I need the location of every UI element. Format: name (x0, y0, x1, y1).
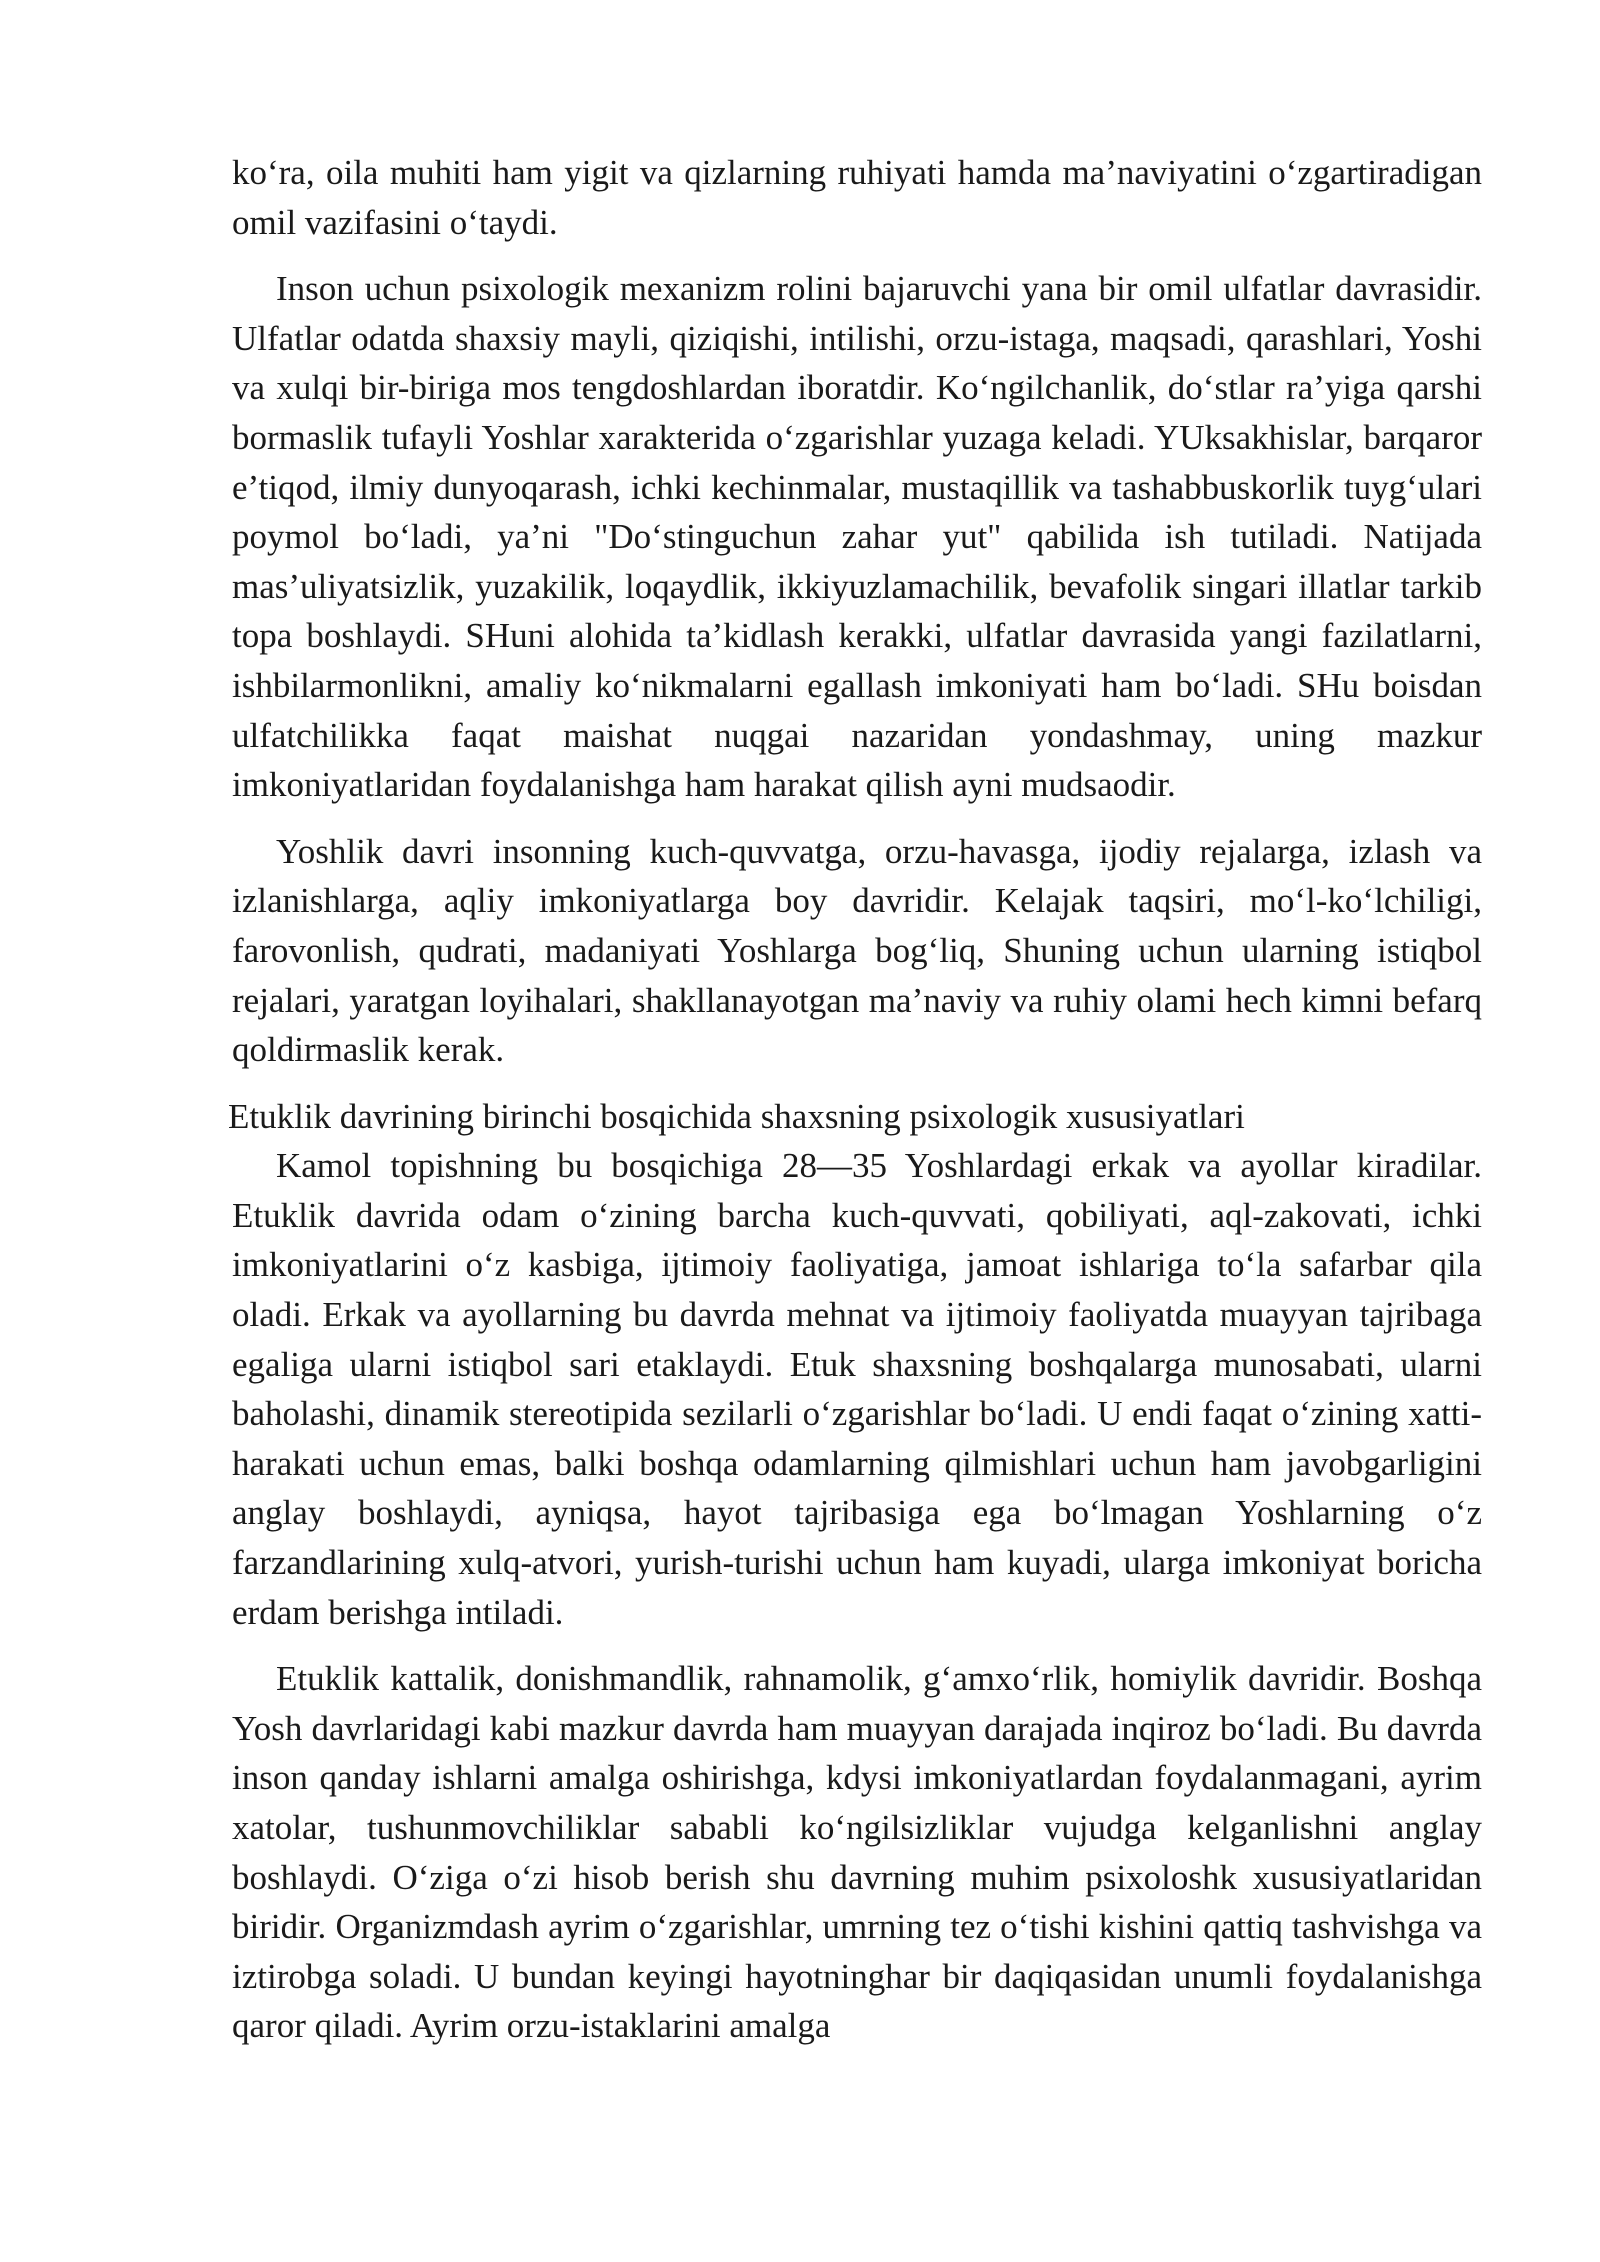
paragraph-etuklik: Etuklik kattalik, donishmandlik, rahnamolik, g‘amxo‘rlik, homiylik davridir. Boshqa Yosh davrlaridagi kabi mazkur davrda ham muayyan darajada inqiroz bo‘ladi. Bu davrda inson qanday ishlarni amalga oshirishga, kdysi imkoniyatlardan foydalanmagani, ayrim xatolar, tushunmovchiliklar sababli ko‘ngilsizliklar vujudga kelganlishni anglay boshlaydi. O‘ziga o‘zi hisob berish shu davrning muhim psixoloshk xususiyatlaridan biridir. Organizmdash ayrim o‘zgarishlar, umrning tez o‘tishi kishini qattiq tashvishga va iztirobga soladi. U bundan keyingi hayotninghar bir daqiqasidan unumli foydalanishga qaror qiladi. Ayrim orzu-istaklarini amalga (232, 1659, 1482, 2046)
paragraph-ulfatlar: Inson uchun psixologik mexanizm rolini bajaruvchi yana bir omil ulfatlar davrasidir. Ulfatlar odatda shaxsiy mayli, qiziqishi, intilishi, orzu-istaga, maqsadi, qarashlari, Yoshi va xulqi bir-biriga mos tengdoshlardan iboratdir. Ko‘ngilchanlik, do‘stlar ra’yiga qarshi bormaslik tufayli Yoshlar xarakterida o‘zgarishlar yuzaga keladi. YUksakhislar, barqaror e’tiqod, ilmiy dunyoqarash, ichki kechinmalar, mustaqillik va tashabbuskorlik tuyg‘ulari poymol bo‘ladi, ya’ni "Do‘stinguchun zahar yut" qabilida ish tutiladi. Natijada mas’uliyatsizlik, yuzakilik, loqaydlik, ikkiyuzlamachilik, bevafolik singari illatlar tarkib topa boshlaydi. SHuni alohida ta’kidlash kerakki, ulfatlar davrasida yangi fazilatlarni, ishbilarmonlikni, amaliy ko‘nikmalarni egallash imkoniyati ham bo‘ladi. SHu boisdan ulfatchilikka faqat maishat nuqgai nazaridan yondashmay, uning mazkur imkoniyatlaridan foydalanishga ham harakat qilish ayni mudsaodir. (232, 269, 1482, 805)
paragraph-kamol-topish: Kamol topishning bu bosqichiga 28—35 Yoshlardagi erkak va ayollar kiradilar. Etuklik davrida odam o‘zining barcha kuch-quvvati, qobiliyati, aql-zakovati, ichki imkoniyatlarini o‘z kasbiga, ijtimoiy faoliyatiga, jamoat ishlariga to‘la safarbar qila oladi. Erkak va ayollarning bu davrda mehnat va ijtimoiy faoliyatda muayyan tajribaga egaliga ularni istiqbol sari etaklaydi. Etuk shaxsning boshqalarga munosabati, ularni baholashi, dinamik stereotipida sezilarli o‘zgarishlar bo‘ladi. U endi faqat o‘zining xatti-harakati uchun emas, balki boshqa odamlarning qilmishlari uchun ham javobgarligini anglay boshlaydi, ayniqsa, hayot tajribasiga ega bo‘lmagan Yoshlarning o‘z farzandlarining xulq-atvori, yurish-turishi uchun ham kuyadi, ularga imkoniyat boricha erdam berishga intiladi. (232, 1146, 1482, 1632)
paragraph-continuation: ko‘ra, oila muhiti ham yigit va qizlarning ruhiyati hamda ma’naviyatini o‘zgartiradigan omil vazifasini o‘taydi. (232, 153, 1482, 242)
paragraph-yoshlik-davri: Yoshlik davri insonning kuch-quvvatga, orzu-havasga, ijodiy rejalarga, izlash va izlanishlarga, aqliy imkoniyatlarga boy davridir. Kelajak taqsiri, mo‘l-ko‘lchiligi, farovonlish, qudrati, madaniyati Yoshlarga bog‘liq, Shuning uchun ularning istiqbol rejalari, yaratgan loyihalari, shakllanayotgan ma’naviy va ruhiy olami hech kimni befarq qoldirmaslik kerak. (232, 831, 1482, 1070)
section-heading: Etuklik davrining birinchi bosqichida shaxsning psixologik xususiyatlari (228, 1096, 1245, 1136)
document-page (228, 148, 1482, 2051)
